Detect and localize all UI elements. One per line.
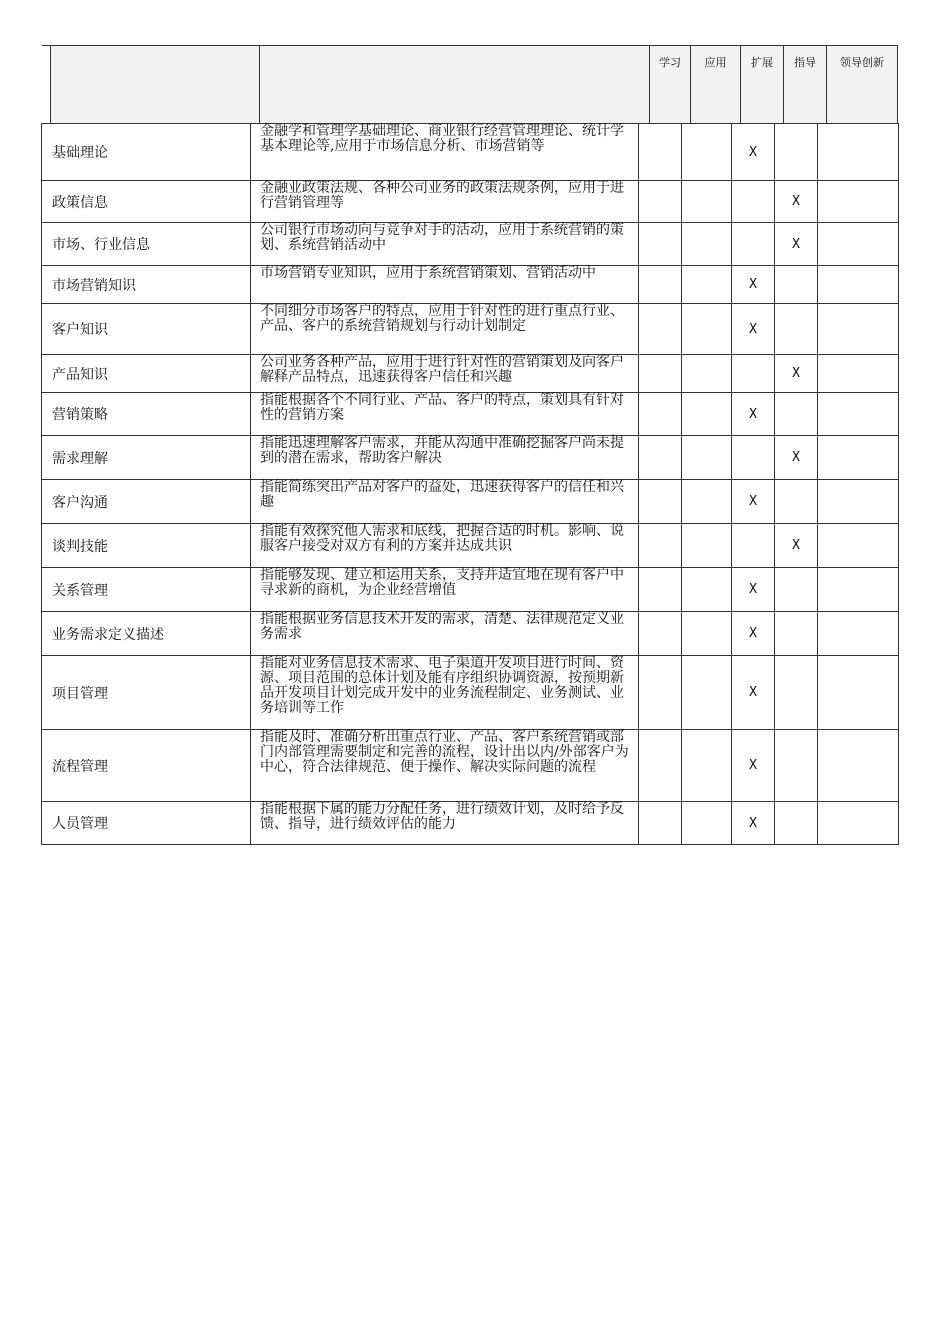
level-mark-4 [775, 266, 818, 304]
table-row [42, 436, 899, 480]
level-mark-5 [818, 181, 899, 223]
competency-name: 基础理论 [42, 124, 251, 181]
header-cell-level-3 [740, 45, 783, 123]
level-mark-5 [818, 223, 899, 266]
competency-description: 金融业政策法规、各种公司业务的政策法规条例，应用于进行营销管理等 [251, 181, 639, 223]
table-row [42, 612, 899, 656]
competency-name: 客户知识 [42, 304, 251, 355]
level-mark-5 [818, 124, 899, 181]
table-row [42, 802, 899, 845]
level-mark-2 [682, 393, 732, 436]
level-mark-5 [818, 656, 899, 730]
header-level-label: 学习 [659, 56, 681, 69]
competency-description: 指能对业务信息技术需求、电子渠道开发项目进行时间、资源、项目范围的总体计划及能有序组织协调资源，按预期新品开发项目计划完成开发中的业务流程制定、业务测试、业务培训等工作 [251, 656, 639, 730]
level-mark-1 [639, 802, 682, 845]
competency-name: 营销策略 [42, 393, 251, 436]
level-mark-4 [775, 568, 818, 612]
level-mark-1 [639, 393, 682, 436]
level-mark-5 [818, 802, 899, 845]
level-mark-5 [818, 266, 899, 304]
level-mark-2 [682, 181, 732, 223]
level-mark-1 [639, 480, 682, 524]
level-mark-3: X [732, 266, 775, 304]
level-mark-1 [639, 656, 682, 730]
header-level-label: 领导创新 [840, 56, 884, 69]
level-mark-3: X [732, 480, 775, 524]
competency-description: 指能根据各个不同行业、产品、客户的特点，策划具有针对性的营销方案 [251, 393, 639, 436]
level-mark-4: X [775, 181, 818, 223]
competency-name: 市场营销知识 [42, 266, 251, 304]
level-mark-3 [732, 181, 775, 223]
competency-description: 指能迅速理解客户需求，并能从沟通中准确挖掘客户尚未提到的潜在需求，帮助客户解决 [251, 436, 639, 480]
level-mark-1 [639, 568, 682, 612]
level-mark-4 [775, 612, 818, 656]
level-mark-5 [818, 436, 899, 480]
competency-description: 不同细分市场客户的特点，应用于针对性的进行重点行业、产品、客户的系统营销规划与行动计划制定 [251, 304, 639, 355]
level-mark-2 [682, 355, 732, 393]
level-mark-2 [682, 480, 732, 524]
table-row [42, 393, 899, 436]
level-mark-3: X [732, 730, 775, 802]
table-row [42, 480, 899, 524]
level-mark-4: X [775, 524, 818, 568]
table-row [42, 124, 899, 181]
level-mark-2 [682, 730, 732, 802]
table-row [42, 524, 899, 568]
level-mark-3: X [732, 304, 775, 355]
header-level-label: 指导 [794, 56, 816, 69]
level-mark-2 [682, 223, 732, 266]
level-mark-1 [639, 730, 682, 802]
level-mark-3: X [732, 568, 775, 612]
level-mark-1 [639, 124, 682, 181]
competency-name: 业务需求定义描述 [42, 612, 251, 656]
competency-name: 客户沟通 [42, 480, 251, 524]
competency-name: 项目管理 [42, 656, 251, 730]
level-mark-4: X [775, 436, 818, 480]
competency-name: 流程管理 [42, 730, 251, 802]
competency-name: 谈判技能 [42, 524, 251, 568]
level-mark-5 [818, 393, 899, 436]
competency-table [41, 123, 899, 845]
table-row [42, 223, 899, 266]
level-mark-1 [639, 612, 682, 656]
level-mark-3 [732, 223, 775, 266]
level-mark-2 [682, 802, 732, 845]
level-mark-4 [775, 480, 818, 524]
level-mark-3: X [732, 656, 775, 730]
level-mark-3: X [732, 393, 775, 436]
level-mark-4 [775, 730, 818, 802]
competency-name: 人员管理 [42, 802, 251, 845]
level-mark-5 [818, 355, 899, 393]
table-header [50, 45, 898, 123]
competency-name: 市场、行业信息 [42, 223, 251, 266]
competency-description: 公司银行市场动向与竞争对手的活动，应用于系统营销的策划、系统营销活动中 [251, 223, 639, 266]
competency-description: 公司业务各种产品，应用于进行针对性的营销策划及向客户解释产品特点，迅速获得客户信任和兴趣 [251, 355, 639, 393]
table-row [42, 656, 899, 730]
table-row [42, 266, 899, 304]
competency-description: 市场营销专业知识，应用于系统营销策划、营销活动中 [251, 266, 639, 304]
competency-description: 指能有效探究他人需求和底线，把握合适的时机。影响、说服客户接受对双方有利的方案并达成共识 [251, 524, 639, 568]
level-mark-1 [639, 304, 682, 355]
level-mark-5 [818, 524, 899, 568]
competency-name: 关系管理 [42, 568, 251, 612]
level-mark-4 [775, 393, 818, 436]
table-row [42, 181, 899, 223]
competency-description: 指能及时、准确分析出重点行业、产品、客户系统营销或部门内部管理需要制定和完善的流程，设计出以内/外部客户为中心，符合法律规范、便于操作、解决实际问题的流程 [251, 730, 639, 802]
level-mark-2 [682, 304, 732, 355]
level-mark-3 [732, 355, 775, 393]
level-mark-3: X [732, 612, 775, 656]
level-mark-5 [818, 568, 899, 612]
level-mark-5 [818, 730, 899, 802]
table-row [42, 304, 899, 355]
table-body [42, 124, 899, 845]
header-level-label: 扩展 [751, 56, 773, 69]
level-mark-2 [682, 612, 732, 656]
level-mark-1 [639, 436, 682, 480]
level-mark-3: X [732, 124, 775, 181]
header-cell-level-1 [649, 45, 690, 123]
level-mark-4 [775, 124, 818, 181]
competency-description: 指能够发现、建立和运用关系，支持并适宜地在现有客户中寻求新的商机，为企业经营增值 [251, 568, 639, 612]
level-mark-4 [775, 304, 818, 355]
level-mark-5 [818, 304, 899, 355]
level-mark-4 [775, 802, 818, 845]
level-mark-1 [639, 524, 682, 568]
level-mark-2 [682, 568, 732, 612]
header-cell-level-2 [690, 45, 740, 123]
level-mark-5 [818, 612, 899, 656]
table-row [42, 355, 899, 393]
competency-description: 指能根据下属的能力分配任务，进行绩效计划，及时给予反馈、指导，进行绩效评估的能力 [251, 802, 639, 845]
header-cell-level-5 [826, 45, 898, 123]
level-mark-2 [682, 124, 732, 181]
competency-name: 产品知识 [42, 355, 251, 393]
competency-description: 指能根据业务信息技术开发的需求，清楚、法律规范定义业务需求 [251, 612, 639, 656]
table-row [42, 730, 899, 802]
header-cell-level-4 [783, 45, 826, 123]
level-mark-2 [682, 266, 732, 304]
competency-description: 金融学和管理学基础理论、商业银行经营管理理论、统计学基本理论等,应用于市场信息分析、市场营销等 [251, 124, 639, 181]
header-cell-name [50, 45, 259, 123]
level-mark-4 [775, 656, 818, 730]
table-row [42, 568, 899, 612]
level-mark-5 [818, 480, 899, 524]
level-mark-1 [639, 266, 682, 304]
level-mark-2 [682, 436, 732, 480]
level-mark-3 [732, 436, 775, 480]
level-mark-3 [732, 524, 775, 568]
level-mark-1 [639, 223, 682, 266]
level-mark-4: X [775, 355, 818, 393]
level-mark-2 [682, 524, 732, 568]
level-mark-2 [682, 656, 732, 730]
level-mark-4: X [775, 223, 818, 266]
competency-name: 需求理解 [42, 436, 251, 480]
level-mark-1 [639, 355, 682, 393]
header-level-label: 应用 [704, 56, 727, 69]
header-cell-description [259, 45, 649, 123]
competency-name: 政策信息 [42, 181, 251, 223]
level-mark-3: X [732, 802, 775, 845]
level-mark-1 [639, 181, 682, 223]
competency-description: 指能简练突出产品对客户的益处，迅速获得客户的信任和兴趣 [251, 480, 639, 524]
